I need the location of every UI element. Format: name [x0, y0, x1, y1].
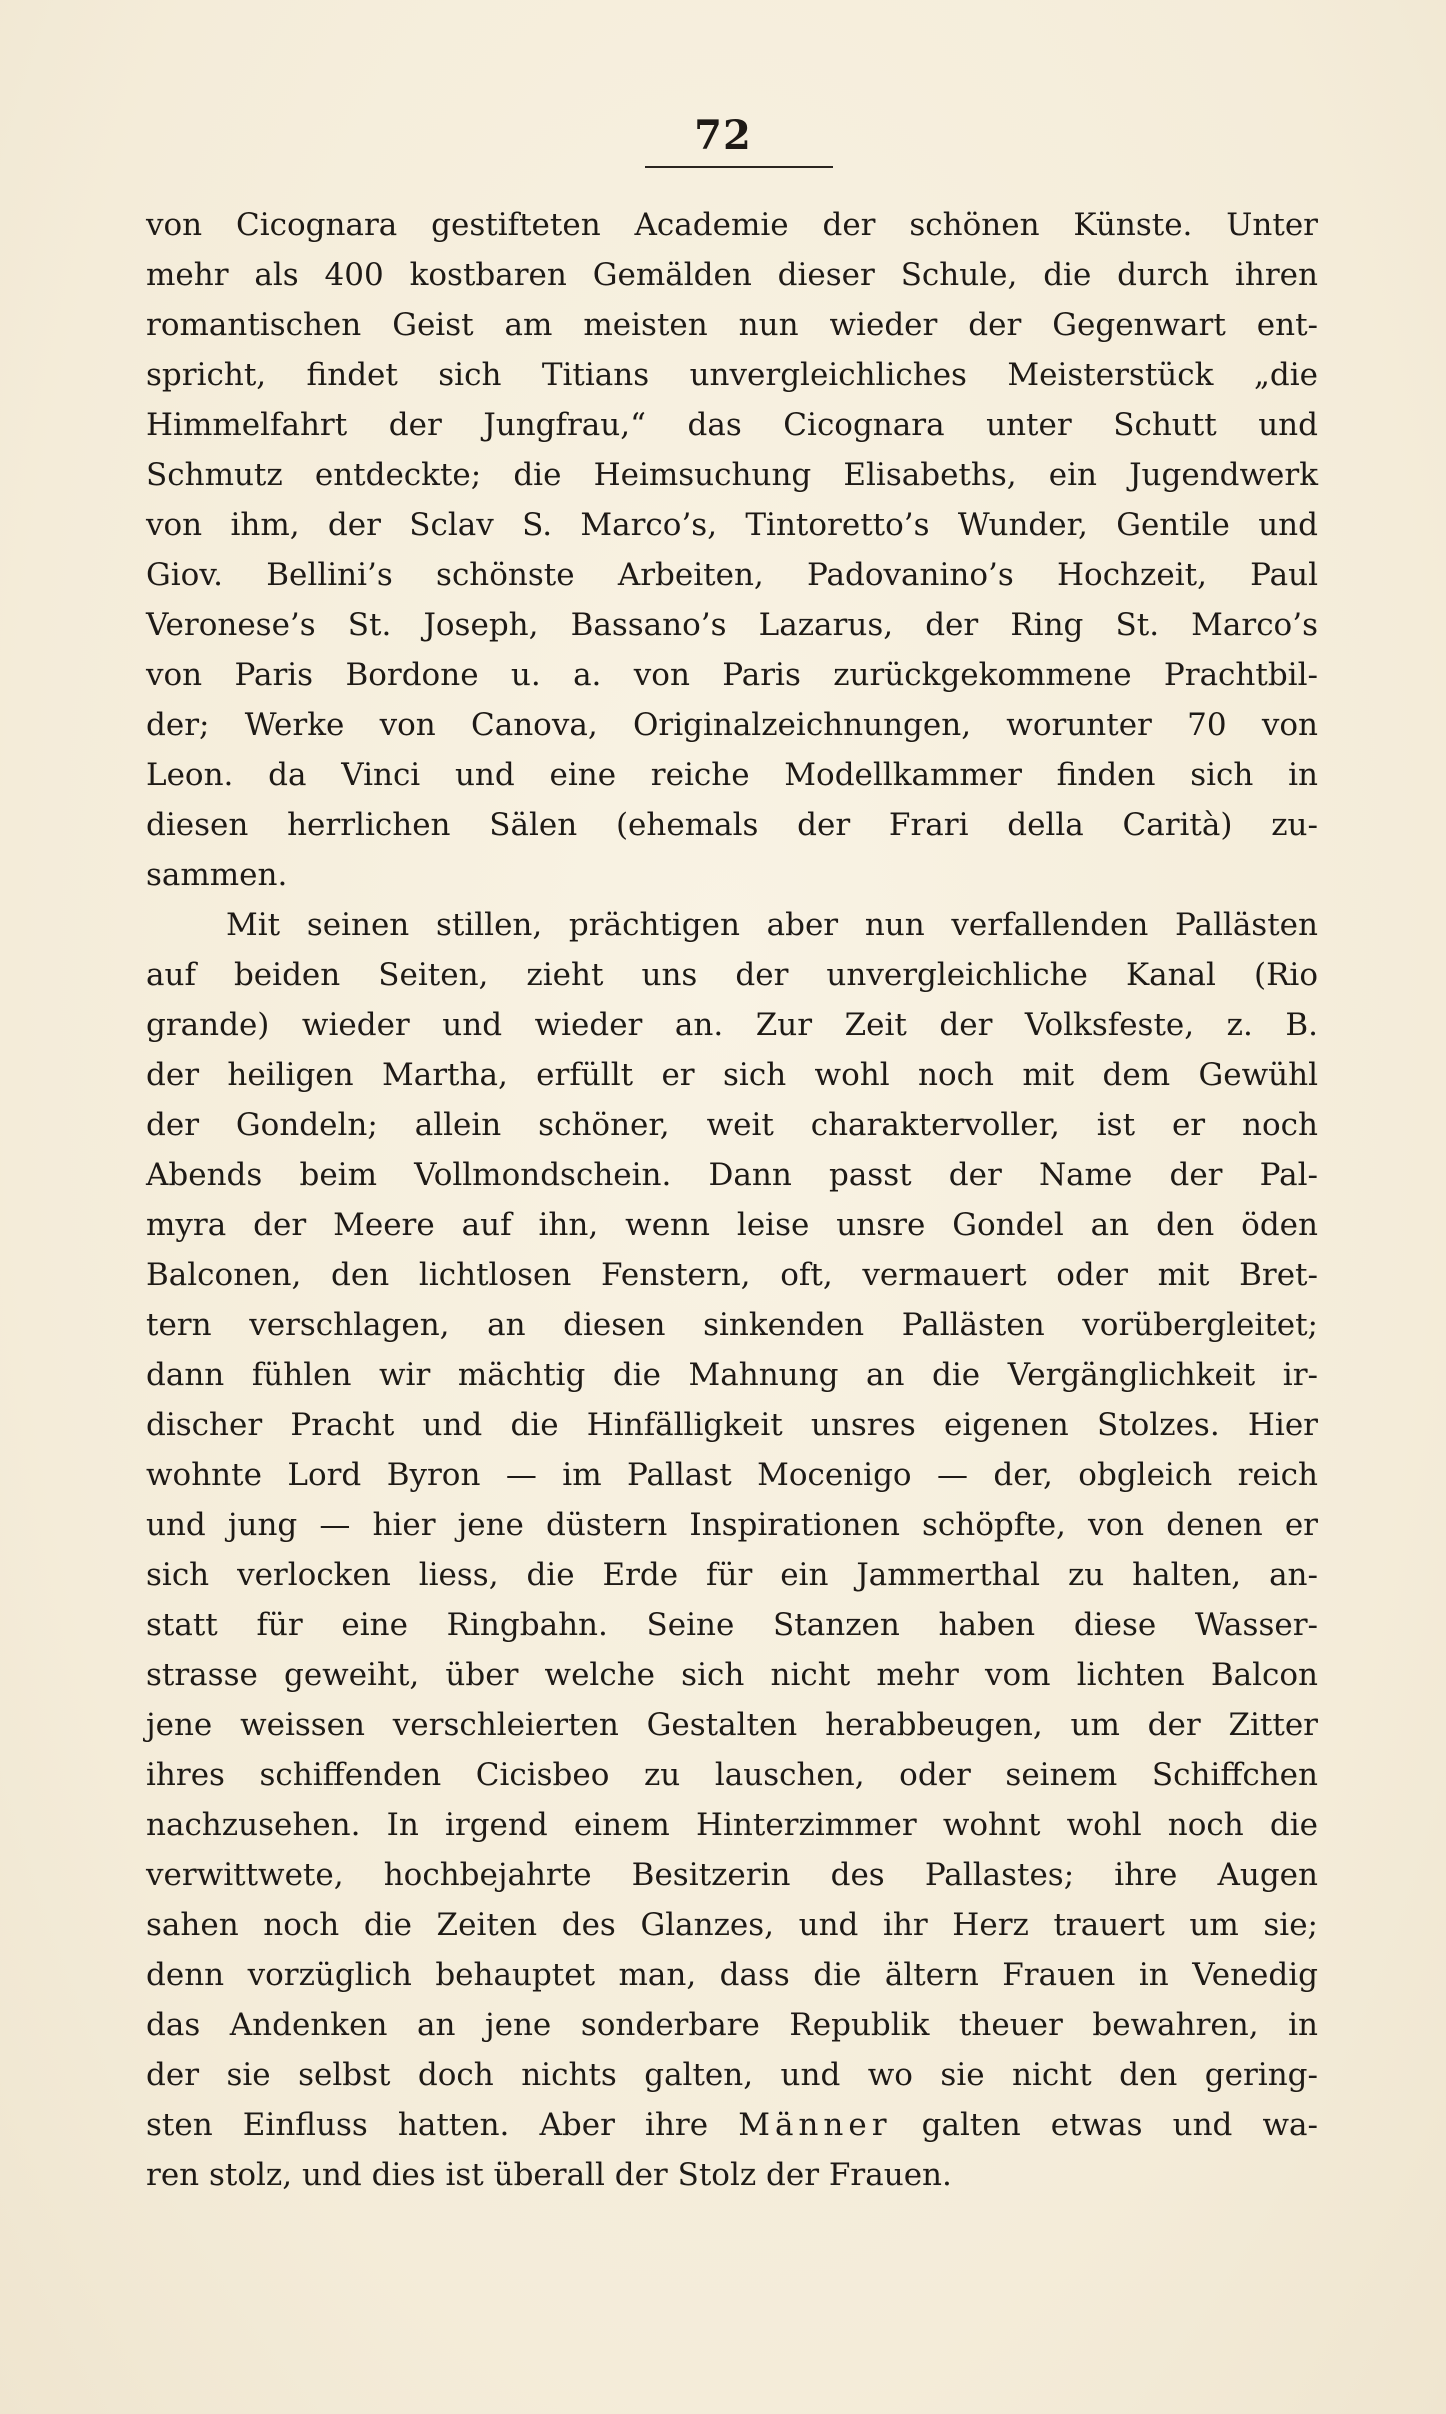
text-line: discher Pracht und die Hinfälligkeit unsres eigenen Stolzes. Hier [146, 1407, 1318, 1443]
text-line: tern verschlagen, an diesen sinkenden Pallästen vorübergleitet; [146, 1307, 1318, 1343]
text-line: Abends beim Vollmondschein. Dann passt der Name der Pal- [146, 1157, 1318, 1193]
emphasized-word: Männer [738, 2107, 892, 2143]
text-fragment: galten etwas und wa- [921, 2107, 1319, 2143]
text-line: der heiligen Martha, erfüllt er sich wohl noch mit dem Gewühl [146, 1057, 1318, 1093]
text-line: der; Werke von Canova, Originalzeichnungen, worunter 70 von [146, 707, 1318, 743]
header-rule [645, 166, 833, 168]
text-line: das Andenken an jene sonderbare Republik theuer bewahren, in [146, 2007, 1318, 2043]
page-number: 72 [694, 112, 752, 159]
text-line: Giov. Bellini’s schönste Arbeiten, Padovanino’s Hochzeit, Paul [146, 557, 1318, 593]
text-line: romantischen Geist am meisten nun wieder der Gegenwart ent- [146, 307, 1318, 343]
body-text [146, 200, 1318, 2200]
text-line: myra der Meere auf ihn, wenn leise unsre Gondel an den öden [146, 1207, 1318, 1243]
text-line: der sie selbst doch nichts galten, und wo sie nicht den gering- [146, 2057, 1318, 2093]
text-line: Schmutz entdeckte; die Heimsuchung Elisabeths, ein Jugendwerk [146, 457, 1318, 493]
text-line: Leon. da Vinci und eine reiche Modellkammer finden sich in [146, 757, 1318, 793]
text-line: Balconen, den lichtlosen Fenstern, oft, vermauert oder mit Bret- [146, 1257, 1318, 1293]
text-line: nachzusehen. In irgend einem Hinterzimmer wohnt wohl noch die [146, 1807, 1318, 1843]
text-line: denn vorzüglich behauptet man, dass die ältern Frauen in Venedig [146, 1957, 1318, 1993]
text-line: wohnte Lord Byron — im Pallast Mocenigo — der, obgleich reich [146, 1457, 1318, 1493]
text-line: statt für eine Ringbahn. Seine Stanzen haben diese Wasser- [146, 1607, 1318, 1643]
text-line: von Cicognara gestifteten Academie der schönen Künste. Unter [146, 207, 1318, 243]
text-line-with-emphasis [146, 2100, 1318, 2150]
text-line: ihres schiffenden Cicisbeo zu lauschen, oder seinem Schiffchen [146, 1757, 1318, 1793]
text-line: mehr als 400 kostbaren Gemälden dieser Schule, die durch ihren [146, 257, 1318, 293]
paragraph-end-line: sammen. [146, 857, 288, 893]
text-line: von ihm, der Sclav S. Marco’s, Tintoretto’s Wunder, Gentile und [146, 507, 1318, 543]
text-fragment: sten Einfluss hatten. Aber ihre [146, 2107, 709, 2143]
text-line: der Gondeln; allein schöner, weit charaktervoller, ist er noch [146, 1107, 1318, 1143]
text-line: sich verlocken liess, die Erde für ein Jammerthal zu halten, an- [146, 1557, 1318, 1593]
text-line: spricht, findet sich Titians unvergleichliches Meisterstück „die [146, 357, 1318, 393]
text-line: grande) wieder und wieder an. Zur Zeit der Volksfeste, z. B. [146, 1007, 1318, 1043]
text-line: dann fühlen wir mächtig die Mahnung an die Vergänglichkeit ir- [146, 1357, 1318, 1393]
text-line: und jung — hier jene düstern Inspirationen schöpfte, von denen er [146, 1507, 1318, 1543]
final-line: ren stolz, und dies ist überall der Stolz der Frauen. [146, 2157, 952, 2193]
text-line: Veronese’s St. Joseph, Bassano’s Lazarus, der Ring St. Marco’s [146, 607, 1318, 643]
text-line: strasse geweiht, über welche sich nicht mehr vom lichten Balcon [146, 1657, 1318, 1693]
text-line: diesen herrlichen Sälen (ehemals der Frari della Carità) zu- [146, 807, 1318, 843]
text-line: von Paris Bordone u. a. von Paris zurückgekommene Prachtbil- [146, 657, 1318, 693]
text-line: verwittwete, hochbejahrte Besitzerin des Pallastes; ihre Augen [146, 1857, 1318, 1893]
text-line: Himmelfahrt der Jungfrau,“ das Cicognara unter Schutt und [146, 407, 1318, 443]
paragraph-start-line: Mit seinen stillen, prächtigen aber nun verfallenden Pallästen [226, 907, 1318, 943]
text-line: auf beiden Seiten, zieht uns der unvergleichliche Kanal (Rio [146, 957, 1318, 993]
text-line: jene weissen verschleierten Gestalten herabbeugen, um der Zitter [146, 1707, 1318, 1743]
text-line: sahen noch die Zeiten des Glanzes, und ihr Herz trauert um sie; [146, 1907, 1318, 1943]
